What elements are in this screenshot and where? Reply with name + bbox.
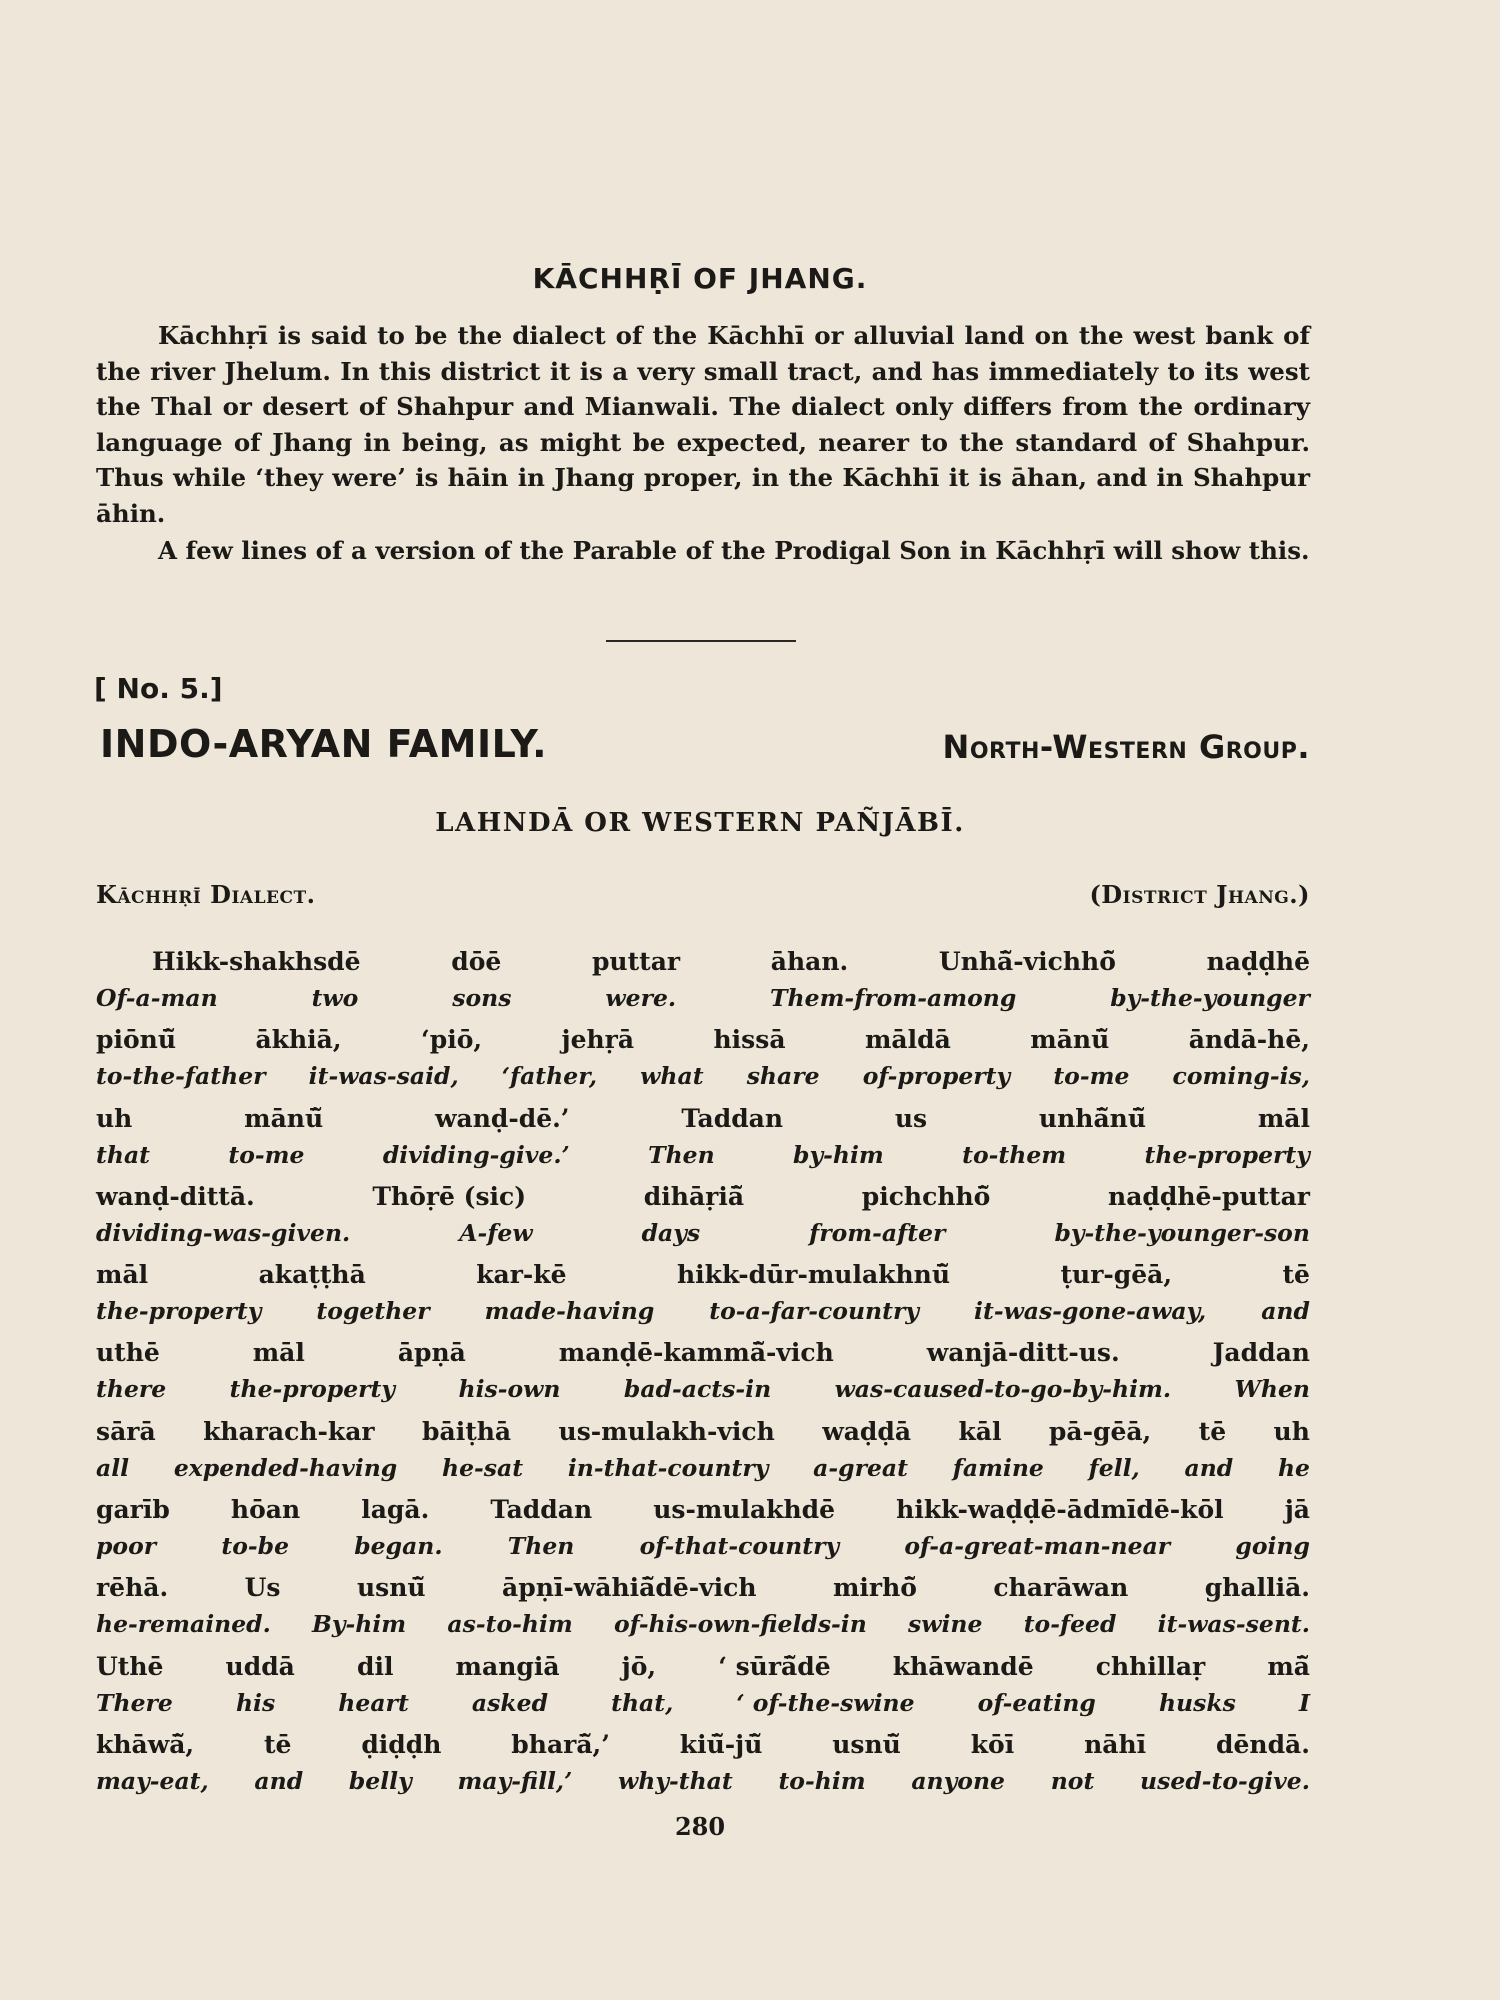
interlinear-line [96,1570,1310,1648]
native-word: hikk-waḍḍē-ādmīdē-kōl [896,1495,1224,1525]
native-word: mangiā [455,1651,560,1681]
native-text-row [96,1022,1310,1058]
gloss-word: the-property [96,1297,262,1326]
native-word: uthē [96,1338,160,1368]
interlinear-line [96,1649,1310,1727]
gloss-word: that, [611,1688,674,1717]
gloss-word: all [96,1453,130,1482]
native-word: chhillaṛ [1095,1651,1206,1681]
gloss-word: famine [952,1453,1044,1482]
gloss-text-row [96,1450,1310,1486]
interlinear-text [96,944,1310,1805]
gloss-word: asked [471,1688,549,1717]
gloss-word: may-eat, [96,1766,209,1795]
native-word: nāhī [1084,1729,1147,1759]
language-heading: LAHNDĀ OR WESTERN PAÑJĀBĪ. [435,808,965,838]
native-word: Thōṛē (sic) [372,1181,527,1211]
district-label: (District Jhang.) [1089,880,1310,909]
native-word: bharā̃,’ [511,1729,610,1759]
gloss-word: to-a-far-country [709,1297,920,1326]
native-text-row [96,1257,1310,1293]
gloss-word: it-was-said, [308,1062,459,1091]
group-heading: North-Western Group. [942,728,1310,766]
native-word: māl [96,1260,149,1290]
native-text-row [96,1179,1310,1215]
gloss-text-row [96,1763,1310,1799]
gloss-word: to-be [221,1532,290,1561]
native-word: waḍḍā [822,1416,912,1446]
gloss-word: his-own [458,1375,561,1404]
native-text-row [96,1649,1310,1685]
native-word: māl [1257,1103,1310,1133]
native-word: naḍḍhē-puttar [1108,1181,1310,1211]
gloss-word: ‘ of-the-swine [736,1688,915,1717]
gloss-word: were. [605,984,677,1012]
native-word: usnū̃ [832,1729,901,1759]
native-word: ‘piō, [421,1025,483,1055]
native-word: us-mulakhdē [653,1495,836,1525]
interlinear-line [96,1022,1310,1100]
native-word: āhan. [770,947,849,976]
gloss-word: of-eating [977,1688,1096,1717]
gloss-word: anyone [911,1766,1006,1795]
gloss-word: Then [507,1532,575,1561]
native-word: ‘ sūrā̃dē [718,1651,831,1681]
gloss-word: dividing-give.’ [382,1140,570,1169]
gloss-word: together [316,1297,430,1326]
native-word: Hikk-shakhsdē [152,947,361,976]
native-word: bāiṭhā [422,1416,512,1446]
gloss-text-row [96,1371,1310,1407]
native-word: kharach-kar [203,1416,375,1446]
native-word: garīb [96,1495,170,1525]
gloss-word: two [311,984,359,1012]
native-word: ḍiḍḍh [361,1729,442,1759]
native-word: dōē [451,947,502,976]
native-word: Taddan [681,1103,784,1133]
native-word: dihāṛiā̃ [643,1181,745,1211]
native-word: us [894,1103,928,1133]
gloss-word: days [641,1218,701,1247]
gloss-word: it-was-gone-away, [974,1297,1207,1326]
native-word: ṭur-gēā, [1060,1260,1173,1290]
gloss-word: was-caused-to-go-by-him. [834,1375,1172,1404]
gloss-word: sons [452,984,512,1012]
native-word: piōnū̃ [96,1025,177,1055]
gloss-word: coming-is, [1172,1062,1310,1091]
gloss-word: in-that-country [567,1453,769,1482]
native-word: āpṇī-wāhiā̃dē-vich [502,1573,757,1603]
gloss-text-row [96,1606,1310,1642]
gloss-word: of-his-own-fields-in [613,1610,867,1639]
gloss-word: There [96,1688,173,1717]
gloss-word: of-property [862,1062,1011,1091]
native-word: puttar [591,947,681,976]
native-word: manḍē-kammā̃-vich [558,1338,834,1368]
gloss-word: from-after [809,1218,946,1247]
native-word: us-mulakh-vich [558,1416,775,1446]
page-title: KĀCHHṚĪ OF JHANG. [532,262,868,295]
native-word: māl [252,1338,305,1368]
native-word: āpṇā [397,1338,466,1368]
intro-text [96,318,1310,569]
gloss-word: by-the-younger [1110,984,1310,1012]
gloss-word: to-me [1053,1062,1130,1091]
gloss-word: he-remained. [96,1610,271,1639]
native-word: ākhiā, [255,1025,342,1055]
gloss-word: to-the-father [96,1062,266,1091]
gloss-word: and [1261,1297,1310,1326]
interlinear-line [96,1727,1310,1805]
gloss-word: fell, [1088,1453,1140,1482]
gloss-word: not [1050,1766,1095,1795]
native-word: māldā [864,1025,951,1055]
section-divider [606,640,796,642]
native-text-row [96,1492,1310,1528]
native-word: kāl [958,1416,1002,1446]
gloss-word: to-them [962,1140,1067,1169]
native-text-row [96,1335,1310,1371]
gloss-word: Then [648,1140,715,1169]
gloss-word: may-fill,’ [457,1766,573,1795]
family-heading: INDO-ARYAN FAMILY. [100,722,548,766]
gloss-word: to-me [228,1140,305,1169]
gloss-word: When [1234,1375,1310,1404]
native-text-row [96,944,1310,980]
interlinear-line [96,1179,1310,1257]
native-text-row [96,1101,1310,1137]
gloss-word: his [235,1688,276,1717]
native-word: āndā-hē, [1188,1025,1310,1055]
native-word: Us [244,1573,281,1603]
gloss-word: what [640,1062,704,1091]
gloss-word: began. [354,1532,443,1561]
gloss-word: and [254,1766,304,1795]
interlinear-line [96,1492,1310,1570]
native-word: wanḍ-dittā. [96,1181,255,1211]
gloss-word: he-sat [441,1453,524,1482]
gloss-word: belly [348,1766,412,1795]
native-word: mirhō̃ [832,1573,917,1603]
gloss-word: by-the-younger-son [1054,1218,1310,1247]
gloss-word: as-to-him [447,1610,573,1639]
native-word: Taddan [490,1495,593,1525]
native-word: kiū̃-jū̃ [679,1729,763,1759]
native-word: dil [356,1651,394,1681]
gloss-word: A-few [459,1218,533,1247]
gloss-word: of-that-country [639,1532,840,1561]
interlinear-line [96,1101,1310,1179]
gloss-word: the-property [229,1375,396,1404]
gloss-word: poor [96,1532,157,1561]
native-word: hikk-dūr-mulakhnū̃ [676,1260,951,1290]
dialect-label: Kāchhṛī Dialect. [96,880,316,909]
gloss-text-row [96,1685,1310,1721]
gloss-word: by-him [793,1140,884,1169]
gloss-text-row [96,1215,1310,1251]
gloss-word: Of-a-man [96,984,218,1012]
native-word: wanjā-ditt-us. [926,1338,1120,1368]
gloss-word: swine [908,1610,983,1639]
gloss-word: to-feed [1023,1610,1117,1639]
gloss-word: why-that [618,1766,733,1795]
gloss-word: to-him [778,1766,866,1795]
gloss-word: I [1298,1688,1310,1717]
gloss-word: used-to-give. [1140,1766,1310,1795]
gloss-text-row [96,1137,1310,1173]
gloss-word: the-property [1144,1140,1310,1169]
page-number: 280 [674,1812,726,1841]
native-word: mā̃ [1267,1651,1310,1681]
gloss-word: a-great [813,1453,908,1482]
gloss-word: going [1235,1532,1310,1561]
gloss-word: By-him [312,1610,407,1639]
native-word: kar-kē [476,1260,567,1290]
native-word: tē [1282,1260,1310,1290]
native-word: usnū̃ [356,1573,426,1603]
gloss-text-row [96,1058,1310,1094]
gloss-word: it-was-sent. [1157,1610,1310,1639]
native-word: wanḍ-dē.’ [434,1103,570,1133]
native-word: naḍḍhē [1206,947,1310,976]
native-word: mānū̃ [1030,1025,1110,1055]
gloss-word: dividing-was-given. [96,1218,351,1247]
gloss-text-row [96,1293,1310,1329]
gloss-word: Them-from-among [770,984,1017,1012]
gloss-word: ‘father, [501,1062,598,1091]
native-word: pā-gēā, [1048,1416,1152,1446]
native-text-row [96,1570,1310,1606]
native-word: sārā [96,1416,156,1446]
gloss-text-row [96,1528,1310,1564]
interlinear-line [96,1414,1310,1492]
specimen-number: [ No. 5.] [94,672,223,705]
gloss-word: he [1277,1453,1310,1482]
native-word: unhā̃nū̃ [1038,1103,1147,1133]
native-word: tē [263,1729,292,1759]
interlinear-line [96,1257,1310,1335]
native-word: jō, [621,1651,657,1681]
native-word: Jaddan [1212,1338,1310,1368]
native-word: lagā. [361,1495,430,1525]
native-word: rēhā. [96,1573,169,1603]
gloss-word: husks [1158,1688,1236,1717]
native-word: dēndā. [1216,1729,1310,1759]
interlinear-line [96,944,1310,1022]
gloss-text-row [96,980,1310,1016]
native-word: uh [1273,1416,1310,1446]
native-word: uddā [225,1651,295,1681]
gloss-word: that [96,1140,151,1169]
native-word: jehṛā [561,1025,635,1055]
native-word: mānū̃ [244,1103,324,1133]
native-word: akaṭṭhā [258,1260,366,1290]
native-text-row [96,1727,1310,1763]
native-word: uh [96,1103,133,1133]
native-word: ghalliā. [1204,1573,1310,1603]
native-word: Unhā̃-vichhō̃ [938,947,1116,976]
native-word: khāwā̃, [96,1729,195,1759]
native-word: tē [1198,1416,1227,1446]
intro-paragraph-2: A few lines of a version of the Parable of the Prodigal Son in Kāchhṛī will show this. [158,536,1310,565]
interlinear-line [96,1335,1310,1413]
native-word: hissā [713,1025,786,1055]
native-word: hōan [230,1495,301,1525]
native-word: kōī [970,1729,1015,1759]
gloss-word: made-having [484,1297,655,1326]
native-word: Uthē [96,1651,164,1681]
gloss-word: and [1184,1453,1234,1482]
gloss-word: share [746,1062,820,1091]
gloss-word: there [96,1375,167,1404]
native-word: pichchhō̃ [861,1181,991,1211]
gloss-word: expended-having [173,1453,398,1482]
native-word: charāwan [993,1573,1129,1603]
intro-paragraph-1: Kāchhṛī is said to be the dialect of the Kāchhī or alluvial land on the west bank of the river Jhelum. In this district it is a very small tract, and has immediately to its west the Thal or desert of Shahpur and Mianwali. The dialect only differs from the ordinary language of Jhang in being, as might be expected, nearer to the standard of Shahpur. Thus while ‘they were’ is hāin in Jhang proper, in the Kāchhī it is āhan, and in Shahpur āhin. [96,321,1310,528]
native-text-row [96,1414,1310,1450]
gloss-word: of-a-great-man-near [904,1532,1171,1561]
gloss-word: bad-acts-in [623,1375,772,1404]
native-word: jā [1284,1495,1310,1525]
native-word: khāwandē [892,1651,1034,1681]
gloss-word: heart [338,1688,409,1717]
